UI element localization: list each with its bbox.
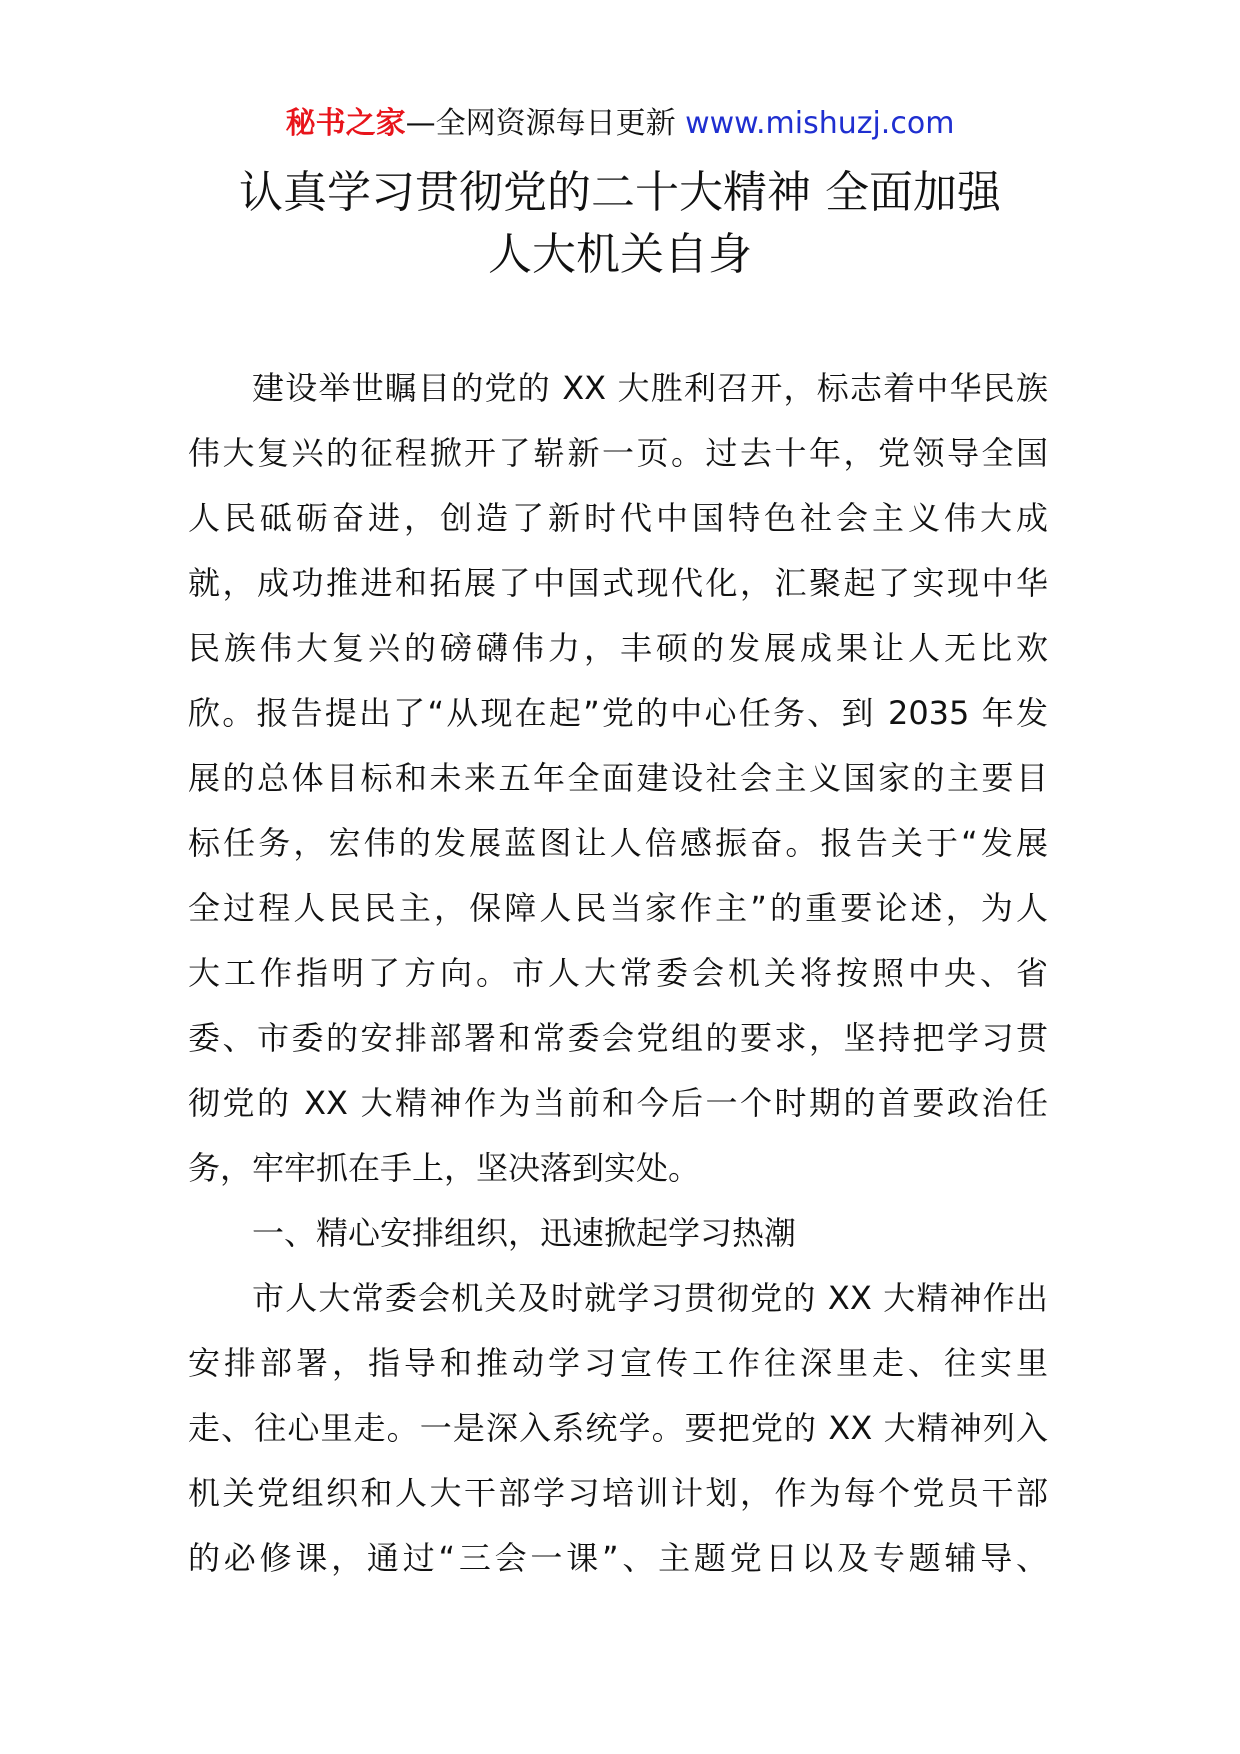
- body-line: 就，成功推进和拓展了中国式现代化，汇聚起了实现中华: [188, 564, 1048, 602]
- body-line: 欣。报告提出了“从现在起”党的中心任务、到 2035 年发: [188, 694, 1048, 732]
- body-line: 委、市委的安排部署和常委会党组的要求，坚持把学习贯: [188, 1019, 1048, 1057]
- body-line: 市人大常委会机关及时就学习贯彻党的 XX 大精神作出: [252, 1279, 1048, 1317]
- banner-slogan: —全网资源每日更新: [405, 106, 676, 141]
- document-title: [140, 162, 1100, 286]
- title-line-1: 认真学习贯彻党的二十大精神 全面加强: [239, 167, 1001, 218]
- body-line: 伟大复兴的征程掀开了崭新一页。过去十年，党领导全国: [188, 434, 1048, 472]
- brand-name: 秘书之家: [285, 106, 406, 141]
- body-line: 全过程人民民主，保障人民当家作主”的重要论述，为人: [188, 889, 1048, 927]
- body-line: 民族伟大复兴的磅礴伟力，丰硕的发展成果让人无比欢: [188, 629, 1048, 667]
- body-line: 机关党组织和人大干部学习培训计划，作为每个党员干部: [188, 1474, 1048, 1512]
- body-line: 大工作指明了方向。市人大常委会机关将按照中央、省: [188, 954, 1048, 992]
- site-url[interactable]: www.mishuzj.com: [675, 106, 955, 141]
- section-heading: 一、精心安排组织，迅速掀起学习热潮: [252, 1214, 797, 1252]
- body-line: 务，牢牢抓在手上，坚决落到实处。: [188, 1149, 701, 1187]
- body-line: 彻党的 XX 大精神作为当前和今后一个时期的首要政治任: [188, 1084, 1048, 1122]
- body-line: 走、往心里走。一是深入系统学。要把党的 XX 大精神列入: [188, 1409, 1048, 1447]
- body-line: 建设举世瞩目的党的 XX 大胜利召开，标志着中华民族: [252, 369, 1048, 407]
- body-line: 人民砥砺奋进，创造了新时代中国特色社会主义伟大成: [188, 499, 1048, 537]
- body-line: 的必修课，通过“三会一课”、主题党日以及专题辅导、: [188, 1539, 1048, 1577]
- body-line: 安排部署，指导和推动学习宣传工作往深里走、往实里: [188, 1344, 1048, 1382]
- body-line: 展的总体目标和未来五年全面建设社会主义国家的主要目: [188, 759, 1048, 797]
- site-banner: [0, 104, 1240, 144]
- document-body: [188, 356, 1048, 1591]
- title-line-2: 人大机关自身: [488, 229, 752, 280]
- body-line: 标任务，宏伟的发展蓝图让人倍感振奋。报告关于“发展: [188, 824, 1048, 862]
